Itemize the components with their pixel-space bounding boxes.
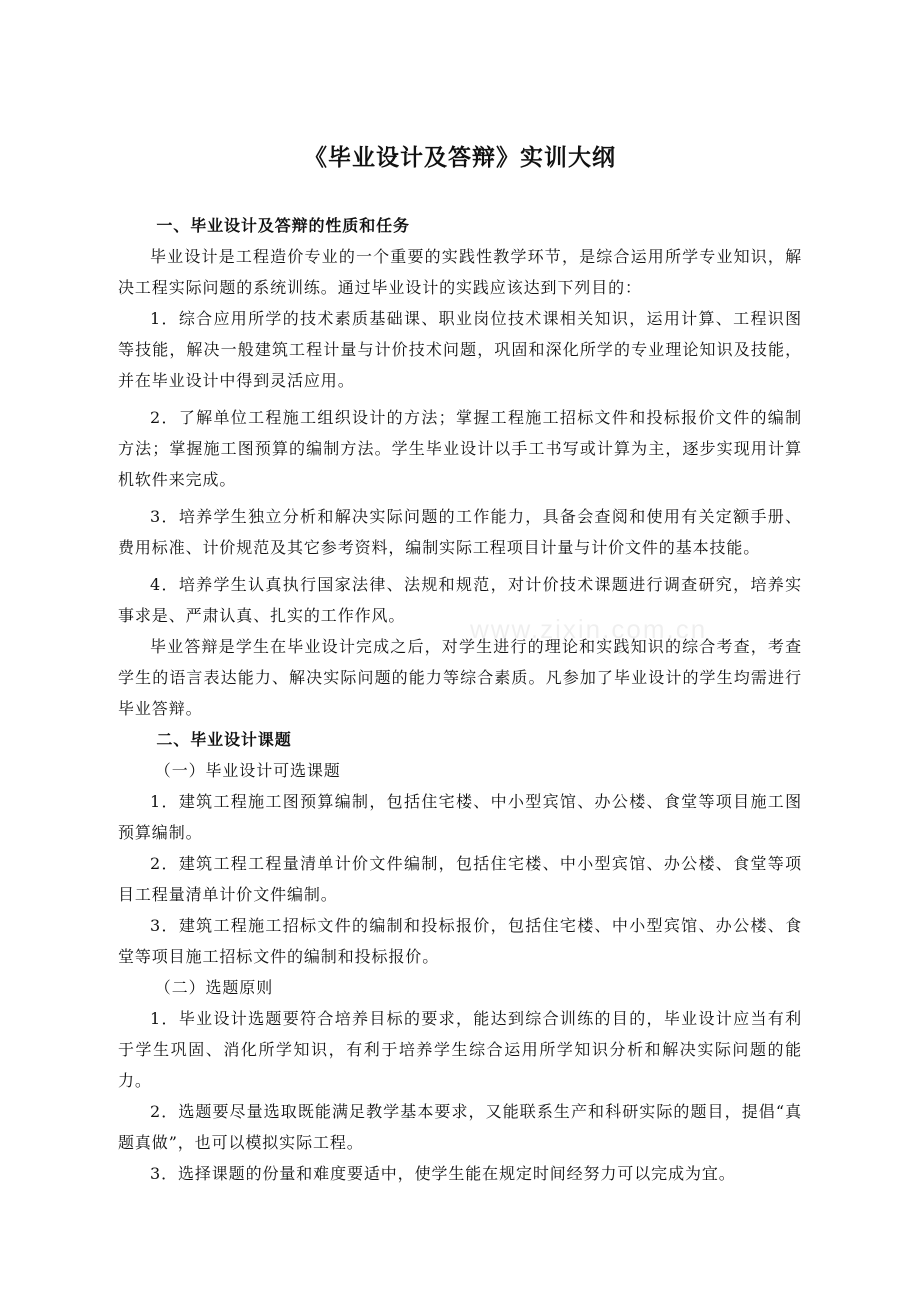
list-item: 3．培养学生独立分析和解决实际问题的工作能力，具备会查阅和使用有关定额手册、费用标准、计价规范及其它参考资料，编制实际工程项目计量与计价文件的基本技能。 [118,507,802,557]
list-item: 1．建筑工程施工图预算编制，包括住宅楼、中小型宾馆、办公楼、食堂等项目施工图预算编制。 [118,792,802,842]
list-item: 4．培养学生认真执行国家法律、法规和规范，对计价技术课题进行调查研究，培养实事求是、严肃认真、扎实的工作作风。 [118,575,802,625]
list-item: 1．综合应用所学的技术素质基础课、职业岗位技术课相关知识，运用计算、工程识图等技能，解决一般建筑工程计量与计价技术问题，巩固和深化所学的专业理论知识及技能，并在毕业设计中得到灵活应用。 [118,309,802,390]
paragraph: 毕业答辩是学生在毕业设计完成之后，对学生进行的理论和实践知识的综合考查，考查学生的语言表达能力、解决实际问题的能力等综合素质。凡参加了毕业设计的学生均需进行毕业答辩。 [118,637,802,718]
section-heading: 一、毕业设计及答辩的性质和任务 [156,216,410,235]
section-heading: 二、毕业设计课题 [156,730,292,749]
document-body [118,210,802,1189]
subsection-heading: （二）选题原则 [154,978,274,997]
list-item: 2．建筑工程工程量清单计价文件编制，包括住宅楼、中小型宾馆、办公楼、食堂等项目工程量清单计价文件编制。 [118,854,802,904]
page-title: 《毕业设计及答辩》实训大纲 [304,145,616,171]
watermark: www.zixin.com.cn [470,614,708,644]
list-item: 3．建筑工程施工招标文件的编制和投标报价，包括住宅楼、中小型宾馆、办公楼、食堂等项目施工招标文件的编制和投标报价。 [118,916,802,966]
list-item: 3．选择课题的份量和难度要适中，使学生能在规定时间经努力可以完成为宜。 [150,1164,736,1183]
list-item: 2．了解单位工程施工组织设计的方法；掌握工程施工招标文件和投标报价文件的编制方法；掌握施工图预算的编制方法。学生毕业设计以手工书写或计算为主，逐步实现用计算机软件来完成。 [118,408,802,489]
list-item: 1．毕业设计选题要符合培养目标的要求，能达到综合训练的目的，毕业设计应当有利于学生巩固、消化所学知识，有利于培养学生综合运用所学知识分析和解决实际问题的能力。 [118,1009,802,1090]
paragraph: 毕业设计是工程造价专业的一个重要的实践性教学环节，是综合运用所学专业知识，解决工程实际问题的系统训练。通过毕业设计的实践应该达到下列目的： [118,247,802,297]
list-item: 2．选题要尽量选取既能满足教学基本要求，又能联系生产和科研实际的题目，提倡“真题真做”，也可以模拟实际工程。 [118,1102,802,1152]
subsection-heading: （一）毕业设计可选课题 [154,761,341,780]
